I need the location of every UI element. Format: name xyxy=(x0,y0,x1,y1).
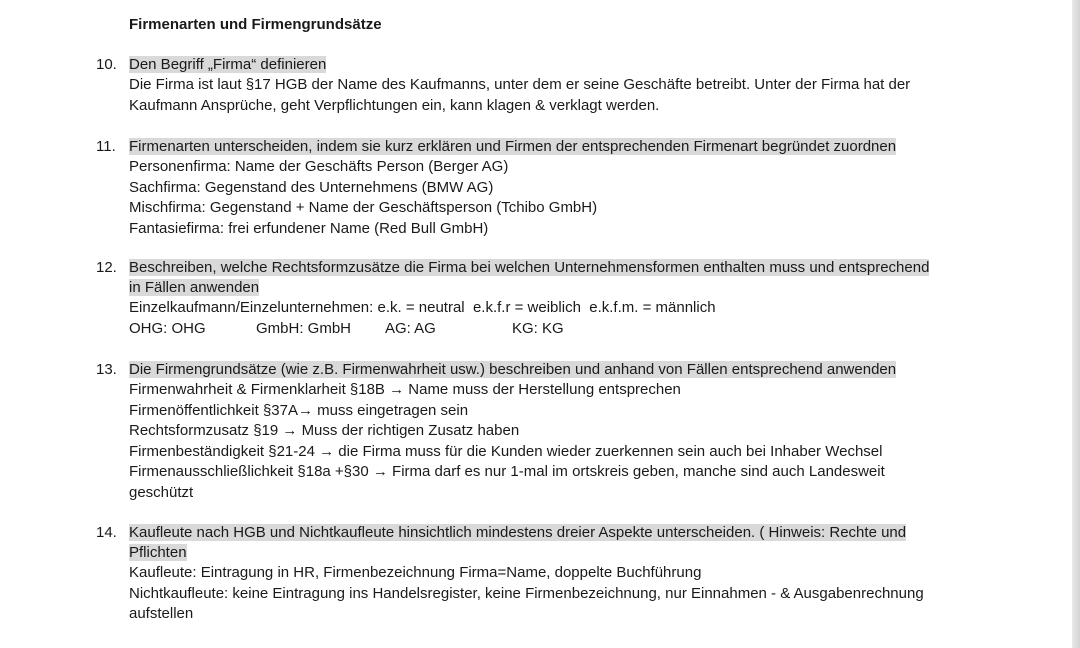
question-line: Kaufleute nach HGB und Nichtkaufleute hinsichtlich mindestens dreier Aspekte unterscheiden. ( Hinweis: Rechte und xyxy=(129,524,907,541)
legal-forms-row xyxy=(129,319,1008,340)
section-12 xyxy=(96,258,1008,339)
answer-line: Firmenausschließlichkeit §18a +§30 → Firma darf es nur 1-mal im ortskreis geben, manche sind auch Landesweit xyxy=(129,463,885,480)
answer-block xyxy=(129,75,1008,116)
document-title: Firmenarten und Firmengrundsätze xyxy=(129,16,382,33)
question-number: 10. xyxy=(96,56,117,73)
answer-line: Kaufleute: Eintragung in HR, Firmenbezeichnung Firma=Name, doppelte Buchführung xyxy=(129,564,702,581)
question-number: 12. xyxy=(96,259,117,276)
question-row xyxy=(96,137,1008,157)
answer-block xyxy=(129,380,1008,503)
answer-line: Fantasiefirma: frei erfundener Name (Red Bull GmbH) xyxy=(129,219,489,237)
answer-line: Rechtsformzusatz §19 → Muss der richtigen Zusatz haben xyxy=(129,422,520,439)
answer-line: Nichtkaufleute: keine Eintragung ins Handelsregister, keine Firmenbezeichnung, nur Einnahmen - & Ausgabenrechnung xyxy=(129,584,924,602)
question-text xyxy=(129,258,1008,298)
answer-line: Firmenbeständigkeit §21-24 → die Firma muss für die Kunden wieder zuerkennen sein auch bei Inhaber Wechsel xyxy=(129,442,883,460)
question-text xyxy=(129,55,1008,75)
question-line: in Fällen anwenden xyxy=(129,279,260,296)
question-row xyxy=(96,258,1008,298)
legal-form-ohg: OHG: OHG xyxy=(129,319,206,337)
answer-line: Einzelkaufmann/Einzelunternehmen: e.k. = neutral e.k.f.r = weiblich e.k.f.m. = männlich xyxy=(129,299,716,316)
question-number: 13. xyxy=(96,361,117,378)
answer-line: Personenfirma: Name der Geschäfts Person (Berger AG) xyxy=(129,158,509,175)
question-text xyxy=(129,523,1008,563)
question-row xyxy=(96,55,1008,75)
answer-line: Firmenwahrheit & Firmenklarheit §18B → Name muss der Herstellung entsprechen xyxy=(129,381,681,398)
question-line: Beschreiben, welche Rechtsformzusätze die Firma bei welchen Unternehmensformen enthalten muss und entsprechend xyxy=(129,259,930,276)
section-10 xyxy=(96,55,1008,116)
answer-line: Sachfirma: Gegenstand des Unternehmens (BMW AG) xyxy=(129,178,494,196)
section-11 xyxy=(96,137,1008,239)
question-row xyxy=(96,360,1008,380)
legal-form-kg: KG: KG xyxy=(512,319,564,337)
question-number: 14. xyxy=(96,524,117,541)
question-number: 11. xyxy=(96,138,116,155)
answer-block xyxy=(129,157,1008,239)
section-14 xyxy=(96,523,1008,625)
question-row xyxy=(96,523,1008,563)
question-line: Den Begriff „Firma“ definieren xyxy=(129,56,327,73)
answer-line: aufstellen xyxy=(129,605,194,622)
section-13 xyxy=(96,360,1008,503)
question-line: Pflichten xyxy=(129,544,187,561)
page-edge-shadow xyxy=(1072,0,1080,648)
answer-block xyxy=(129,298,1008,339)
question-line: Firmenarten unterscheiden, indem sie kurz erklären und Firmen der entsprechenden Firmenart begründet zuordnen xyxy=(129,138,897,155)
question-line: Die Firmengrundsätze (wie z.B. Firmenwahrheit usw.) beschreiben und anhand von Fällen entsprechend anwenden xyxy=(129,361,897,378)
answer-line: Mischfirma: Gegenstand + Name der Geschäftsperson (Tchibo GmbH) xyxy=(129,199,598,216)
question-text xyxy=(129,137,1008,157)
answer-line: Die Firma ist laut §17 HGB der Name des Kaufmanns, unter dem er seine Geschäfte betreibt. Unter der Firma hat der xyxy=(129,76,911,93)
legal-form-gmbh: GmbH: GmbH xyxy=(256,319,352,337)
answer-line: geschützt xyxy=(129,483,194,501)
question-text xyxy=(129,360,1008,380)
answer-block xyxy=(129,563,1008,625)
legal-form-ag: AG: AG xyxy=(385,319,436,337)
answer-line: Firmenöffentlichkeit §37A→ muss eingetragen sein xyxy=(129,401,469,419)
answer-line: Kaufmann Ansprüche, geht Verpflichtungen ein, kann klagen & verklagt werden. xyxy=(129,96,660,114)
